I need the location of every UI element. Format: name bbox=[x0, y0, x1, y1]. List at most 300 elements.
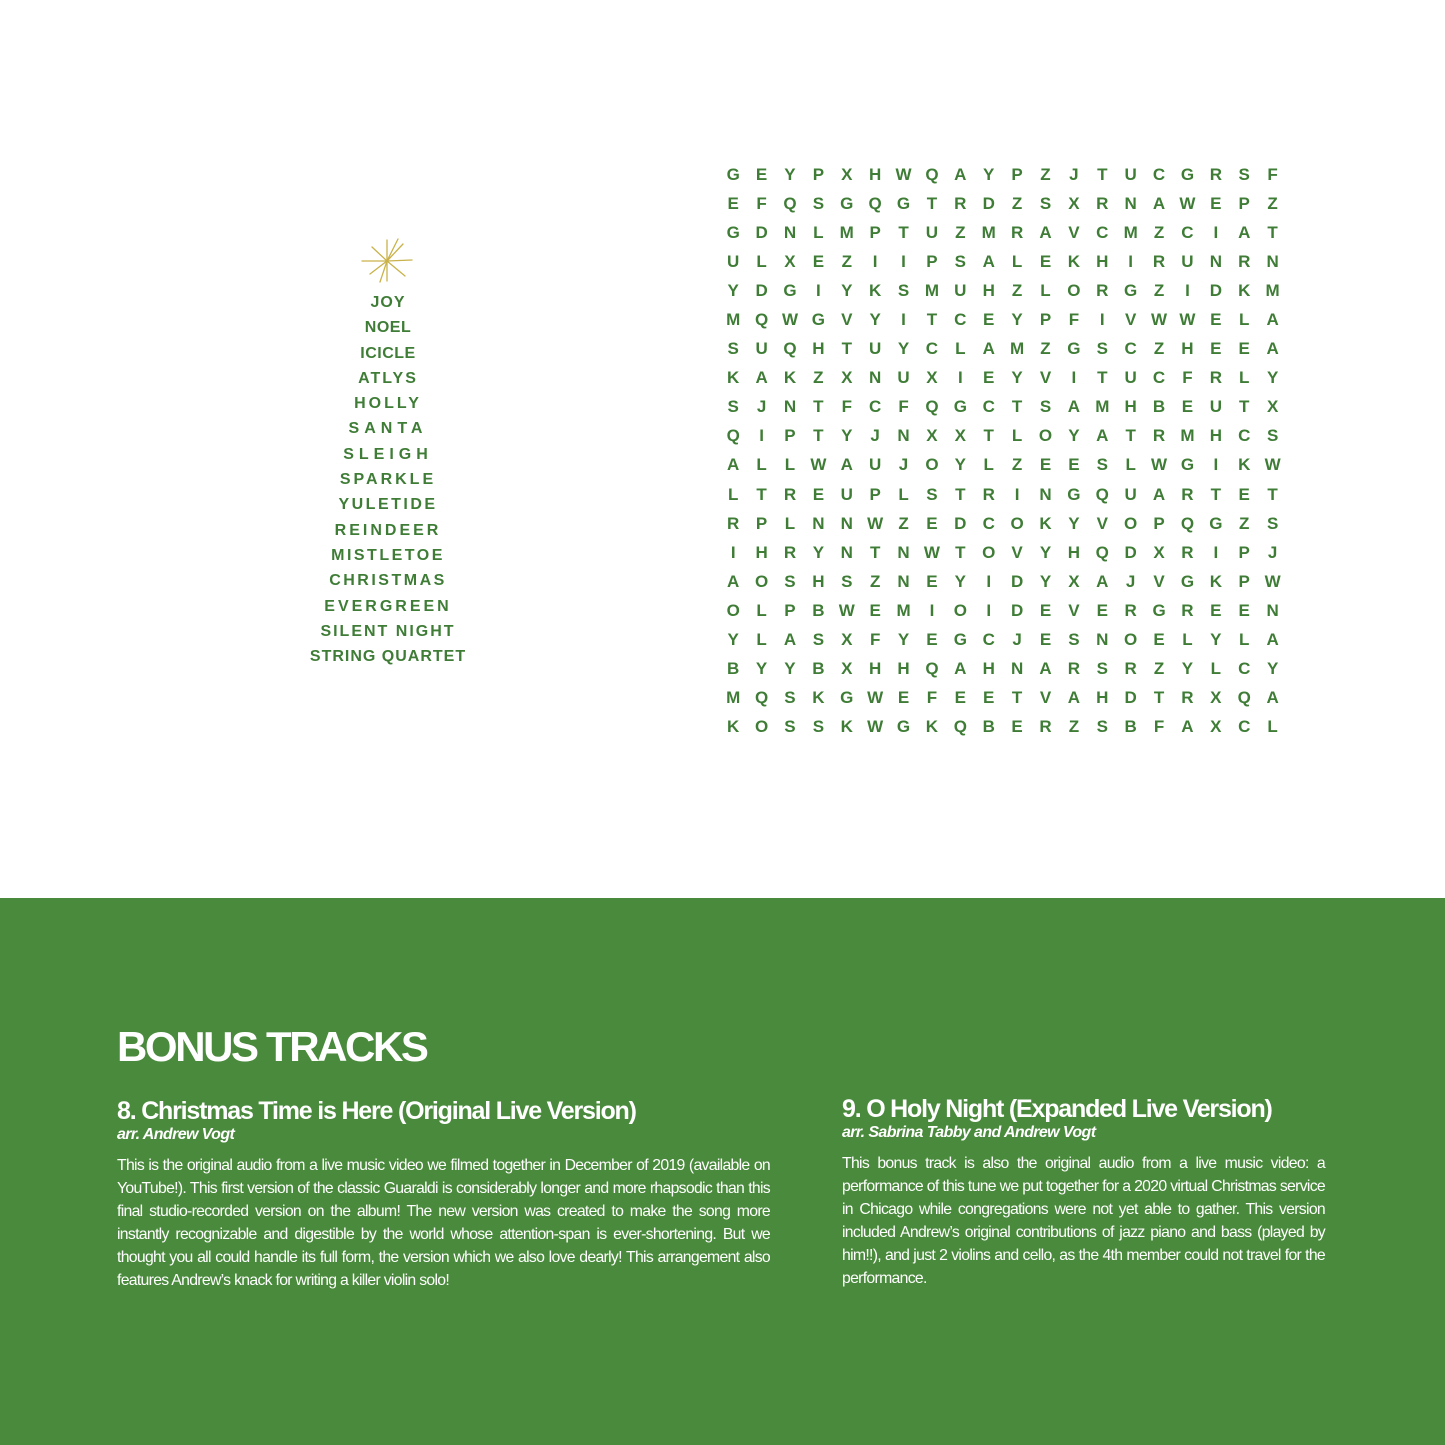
grid-letter: Z bbox=[1153, 222, 1165, 242]
grid-letter: U bbox=[840, 484, 853, 504]
grid-letter: W bbox=[1264, 571, 1281, 591]
grid-letter: I bbox=[1128, 251, 1134, 271]
grid-letter: S bbox=[784, 688, 796, 708]
grid-letter: N bbox=[1209, 251, 1222, 271]
grid-letter: M bbox=[981, 222, 996, 242]
grid-letter: G bbox=[840, 688, 854, 708]
letter-grid bbox=[719, 160, 1287, 742]
grid-letter: S bbox=[1096, 717, 1108, 737]
grid-letter: W bbox=[1151, 310, 1168, 330]
grid-letter: O bbox=[1010, 513, 1024, 533]
grid-letter: L bbox=[983, 455, 994, 475]
grid-letter: Y bbox=[1011, 368, 1023, 388]
grid-letter: K bbox=[727, 368, 740, 388]
grid-letter: I bbox=[1213, 455, 1219, 475]
grid-letter: J bbox=[898, 455, 909, 475]
grid-letter: C bbox=[982, 513, 995, 533]
grid-letter: M bbox=[839, 222, 854, 242]
grid-letter: H bbox=[1067, 542, 1081, 562]
grid-letter: X bbox=[784, 251, 796, 271]
grid-letter: S bbox=[1068, 630, 1080, 650]
grid-letter: J bbox=[756, 397, 767, 417]
grid-letter: Q bbox=[1095, 484, 1109, 504]
grid-letter: C bbox=[1096, 222, 1109, 242]
grid-letter: G bbox=[953, 630, 967, 650]
grid-letter: E bbox=[926, 571, 938, 591]
grid-letter: F bbox=[1182, 368, 1193, 388]
grid-letter: G bbox=[896, 717, 911, 737]
grid-letter: L bbox=[784, 455, 796, 475]
grid-letter: Z bbox=[1239, 513, 1250, 533]
grid-letter: R bbox=[1039, 717, 1052, 737]
word-item: NOEL bbox=[364, 319, 412, 337]
grid-letter: N bbox=[840, 513, 853, 533]
grid-letter: C bbox=[1152, 368, 1166, 388]
grid-letter: R bbox=[1096, 193, 1109, 213]
grid-letter: T bbox=[1153, 688, 1165, 708]
grid-letter: F bbox=[1153, 717, 1165, 737]
grid-letter: E bbox=[983, 310, 995, 330]
track-title: 8. Christmas Time is Here (Original Live Version) bbox=[117, 1097, 636, 1125]
grid-letter: S bbox=[812, 717, 825, 737]
grid-letter: D bbox=[1010, 571, 1024, 591]
grid-letter: A bbox=[1266, 310, 1279, 330]
word-item: YULETIDE bbox=[338, 496, 438, 514]
grid-letter: K bbox=[869, 280, 882, 300]
grid-letter: U bbox=[727, 251, 740, 271]
grid-letter: G bbox=[1180, 164, 1195, 184]
grid-letter: O bbox=[1124, 513, 1138, 533]
grid-letter: F bbox=[869, 630, 881, 650]
grid-letter: S bbox=[1039, 193, 1052, 213]
grid-letter: T bbox=[926, 310, 938, 330]
grid-letter: I bbox=[759, 426, 764, 446]
grid-letter: S bbox=[784, 717, 796, 737]
grid-letter: E bbox=[1210, 193, 1222, 213]
grid-letter: Y bbox=[841, 280, 853, 300]
grid-letter: S bbox=[784, 571, 796, 591]
grid-letter: J bbox=[1267, 542, 1278, 562]
grid-letter: M bbox=[726, 310, 741, 330]
grid-letter: C bbox=[1238, 717, 1251, 737]
track-arranger: arr. Andrew Vogt bbox=[117, 1126, 235, 1143]
grid-letter: I bbox=[1014, 484, 1020, 504]
word-item: HOLLY bbox=[354, 395, 422, 413]
grid-letter: A bbox=[755, 368, 768, 388]
grid-letter: D bbox=[755, 280, 768, 300]
grid-letter: L bbox=[1267, 717, 1278, 737]
grid-letter: I bbox=[730, 542, 736, 562]
grid-letter: E bbox=[1210, 600, 1222, 620]
star-icon bbox=[358, 238, 416, 284]
grid-letter: K bbox=[727, 717, 740, 737]
grid-letter: D bbox=[982, 193, 995, 213]
grid-letter: G bbox=[1180, 455, 1195, 475]
bonus-tracks-section bbox=[0, 898, 1445, 1445]
grid-letter: Z bbox=[1153, 659, 1165, 679]
grid-letter: G bbox=[1152, 600, 1166, 620]
track-description: This is the original audio from a live music video we filmed together in December of 2019 (available on YouTube!). This first version of the classic Guaraldi is considerably longer and more rhapsodic than this final studio-recorded version on the album! The new version was created to make the song more instantly recognizable and digestible by the world whose attention-span is ever-shortening. But we thought you all could handle its full form, the version which we also love dearly! This arrangement also features Andrew’s knack for writing a killer violin solo! bbox=[117, 1157, 770, 1289]
word-item: SLEIGH bbox=[343, 445, 433, 463]
grid-letter: Q bbox=[868, 193, 882, 213]
grid-letter: N bbox=[897, 426, 910, 446]
grid-letter: L bbox=[1239, 368, 1250, 388]
grid-letter: I bbox=[901, 310, 906, 330]
grid-letter: N bbox=[1266, 600, 1279, 620]
grid-letter: H bbox=[1124, 397, 1137, 417]
grid-letter: I bbox=[1071, 368, 1077, 388]
word-list bbox=[268, 290, 508, 669]
grid-letter: Q bbox=[783, 339, 797, 359]
grid-letter: L bbox=[756, 455, 767, 475]
grid-letter: C bbox=[982, 630, 995, 650]
grid-letter: T bbox=[1267, 222, 1278, 242]
grid-letter: K bbox=[925, 717, 939, 737]
grid-letter: L bbox=[898, 484, 909, 504]
grid-letter: X bbox=[1068, 193, 1080, 213]
grid-letter: T bbox=[955, 542, 966, 562]
grid-letter: Q bbox=[754, 688, 769, 708]
grid-letter: A bbox=[954, 164, 967, 184]
grid-letter: D bbox=[1124, 688, 1137, 708]
bonus-tracks-heading: BONUS TRACKS bbox=[117, 1023, 427, 1070]
grid-letter: T bbox=[756, 484, 767, 504]
track-arranger: arr. Sabrina Tabby and Andrew Vogt bbox=[842, 1124, 1096, 1141]
grid-letter: T bbox=[955, 484, 966, 504]
grid-letter: X bbox=[841, 659, 853, 679]
word-item: SANTA bbox=[348, 420, 428, 438]
track-9 bbox=[842, 1095, 1325, 1290]
grid-letter: Y bbox=[755, 659, 768, 679]
grid-letter: Z bbox=[869, 571, 881, 591]
grid-letter: J bbox=[1069, 164, 1079, 184]
grid-letter: Z bbox=[1011, 280, 1023, 300]
grid-letter: V bbox=[1096, 513, 1108, 533]
grid-letter: R bbox=[1181, 600, 1194, 620]
grid-letter: X bbox=[1153, 542, 1165, 562]
grid-letter: S bbox=[1238, 164, 1250, 184]
grid-letter: E bbox=[1011, 717, 1023, 737]
word-item: CHRISTMAS bbox=[329, 572, 447, 590]
grid-letter: E bbox=[1210, 339, 1222, 359]
grid-letter: E bbox=[869, 600, 881, 620]
grid-letter: Z bbox=[898, 513, 909, 533]
grid-letter: C bbox=[925, 339, 939, 359]
grid-letter: A bbox=[1096, 426, 1109, 446]
grid-letter: K bbox=[1238, 280, 1251, 300]
grid-letter: V bbox=[1068, 600, 1080, 620]
grid-letter: H bbox=[1096, 688, 1109, 708]
grid-letter: P bbox=[1238, 542, 1250, 562]
grid-letter: E bbox=[983, 688, 995, 708]
grid-letter: L bbox=[1239, 310, 1250, 330]
grid-letter: K bbox=[840, 717, 853, 737]
grid-letter: R bbox=[1181, 688, 1194, 708]
grid-letter: C bbox=[1238, 659, 1251, 679]
grid-letter: L bbox=[813, 222, 824, 242]
grid-letter: Z bbox=[813, 368, 824, 388]
grid-letter: K bbox=[1039, 513, 1052, 533]
grid-letter: B bbox=[982, 717, 995, 737]
grid-letter: M bbox=[726, 688, 741, 708]
grid-letter: U bbox=[1209, 397, 1222, 417]
grid-letter: A bbox=[1067, 688, 1081, 708]
grid-letter: G bbox=[783, 280, 797, 300]
grid-letter: A bbox=[982, 251, 995, 271]
grid-letter: W bbox=[781, 310, 798, 330]
grid-letter: R bbox=[1209, 368, 1222, 388]
grid-letter: Y bbox=[1210, 630, 1222, 650]
grid-letter: E bbox=[727, 193, 739, 213]
grid-letter: Y bbox=[897, 630, 910, 650]
grid-letter: Y bbox=[1039, 542, 1052, 562]
grid-letter: U bbox=[1124, 368, 1137, 388]
grid-letter: P bbox=[812, 164, 825, 184]
grid-letter: U bbox=[1124, 164, 1137, 184]
grid-letter: Z bbox=[1153, 280, 1165, 300]
grid-letter: Y bbox=[1011, 310, 1023, 330]
grid-letter: I bbox=[986, 571, 992, 591]
grid-letter: P bbox=[1238, 571, 1250, 591]
grid-letter: H bbox=[755, 542, 768, 562]
grid-letter: U bbox=[1181, 251, 1194, 271]
grid-letter: N bbox=[1124, 193, 1137, 213]
grid-letter: H bbox=[1181, 339, 1194, 359]
grid-letter: X bbox=[1068, 571, 1080, 591]
grid-letter: N bbox=[1266, 251, 1279, 271]
grid-letter: A bbox=[1152, 484, 1166, 504]
grid-letter: L bbox=[756, 630, 767, 650]
grid-letter: Y bbox=[954, 455, 966, 475]
grid-letter: T bbox=[898, 222, 909, 242]
grid-letter: H bbox=[812, 339, 825, 359]
grid-letter: H bbox=[1096, 251, 1109, 271]
grid-letter: V bbox=[1068, 222, 1080, 242]
grid-letter: L bbox=[1210, 659, 1222, 679]
grid-letter: E bbox=[926, 630, 938, 650]
grid-letter: Y bbox=[727, 280, 739, 300]
grid-letter: E bbox=[1096, 600, 1108, 620]
grid-letter: A bbox=[727, 455, 740, 475]
grid-letter: T bbox=[841, 339, 852, 359]
grid-letter: R bbox=[982, 484, 995, 504]
grid-letter: Z bbox=[1011, 455, 1023, 475]
grid-letter: H bbox=[897, 659, 910, 679]
grid-letter: L bbox=[728, 484, 739, 504]
grid-letter: H bbox=[982, 280, 995, 300]
grid-letter: E bbox=[1210, 310, 1222, 330]
grid-letter: N bbox=[897, 542, 910, 562]
grid-letter: T bbox=[1267, 484, 1278, 504]
grid-letter: Q bbox=[1180, 513, 1195, 533]
grid-letter: L bbox=[756, 251, 767, 271]
grid-letter: N bbox=[1096, 630, 1109, 650]
track-8 bbox=[117, 1097, 770, 1292]
grid-letter: R bbox=[1209, 164, 1222, 184]
grid-letter: R bbox=[1096, 280, 1109, 300]
grid-letter: U bbox=[925, 222, 939, 242]
grid-letter: Z bbox=[1040, 164, 1051, 184]
grid-letter: X bbox=[926, 426, 938, 446]
grid-letter: G bbox=[896, 193, 911, 213]
grid-letter: D bbox=[1209, 280, 1222, 300]
word-item: REINDEER bbox=[334, 521, 442, 539]
grid-letter: E bbox=[1238, 339, 1250, 359]
grid-letter: O bbox=[726, 600, 740, 620]
grid-letter: V bbox=[1153, 571, 1165, 591]
grid-letter: T bbox=[813, 397, 824, 417]
grid-letter: Y bbox=[1068, 426, 1080, 446]
grid-letter: A bbox=[1181, 717, 1194, 737]
grid-letter: W bbox=[867, 513, 884, 533]
grid-letter: D bbox=[1124, 542, 1137, 562]
grid-letter: I bbox=[901, 251, 906, 271]
grid-letter: R bbox=[1124, 659, 1137, 679]
grid-letter: R bbox=[1124, 600, 1137, 620]
grid-letter: I bbox=[957, 368, 963, 388]
grid-letter: V bbox=[1011, 542, 1023, 562]
grid-letter: I bbox=[1185, 280, 1190, 300]
grid-letter: T bbox=[813, 426, 824, 446]
word-item: SPARKLE bbox=[339, 471, 437, 489]
grid-letter: R bbox=[783, 542, 797, 562]
grid-letter: Z bbox=[1267, 193, 1278, 213]
grid-letter: N bbox=[869, 368, 882, 388]
grid-letter: W bbox=[1179, 193, 1196, 213]
grid-letter: I bbox=[1213, 542, 1219, 562]
grid-letter: T bbox=[1125, 426, 1136, 446]
grid-letter: I bbox=[816, 280, 821, 300]
grid-letter: X bbox=[1266, 397, 1279, 417]
grid-letter: Y bbox=[1068, 513, 1080, 533]
grid-letter: C bbox=[869, 397, 882, 417]
grid-letter: Y bbox=[841, 426, 853, 446]
grid-letter: Z bbox=[841, 251, 852, 271]
grid-letter: G bbox=[1124, 280, 1138, 300]
grid-letter: R bbox=[1152, 251, 1166, 271]
grid-letter: G bbox=[1209, 513, 1223, 533]
grid-letter: W bbox=[1264, 455, 1281, 475]
grid-letter: F bbox=[1068, 310, 1080, 330]
word-item: EVERGREEN bbox=[324, 597, 452, 615]
grid-letter: E bbox=[1039, 455, 1052, 475]
grid-letter: T bbox=[1011, 397, 1023, 417]
grid-letter: R bbox=[727, 513, 740, 533]
grid-letter: U bbox=[954, 280, 967, 300]
grid-letter: P bbox=[1238, 193, 1250, 213]
grid-letter: Y bbox=[869, 310, 881, 330]
grid-letter: E bbox=[983, 368, 995, 388]
grid-letter: L bbox=[784, 513, 796, 533]
grid-letter: M bbox=[1123, 222, 1138, 242]
grid-letter: X bbox=[1210, 717, 1222, 737]
grid-letter: N bbox=[897, 571, 910, 591]
grid-letter: V bbox=[841, 310, 853, 330]
grid-letter: R bbox=[954, 193, 967, 213]
word-item: STRING QUARTET bbox=[309, 648, 467, 666]
grid-letter: S bbox=[897, 280, 910, 300]
grid-letter: T bbox=[983, 426, 994, 446]
grid-letter: P bbox=[869, 484, 881, 504]
grid-letter: Y bbox=[954, 571, 966, 591]
grid-letter: P bbox=[1011, 164, 1023, 184]
grid-letter: A bbox=[1067, 397, 1081, 417]
grid-letter: A bbox=[982, 339, 995, 359]
grid-letter: E bbox=[1039, 251, 1052, 271]
grid-letter: Q bbox=[925, 659, 939, 679]
grid-letter: W bbox=[923, 542, 940, 562]
grid-letter: S bbox=[1096, 659, 1108, 679]
grid-letter: C bbox=[1152, 164, 1166, 184]
grid-letter: E bbox=[1181, 397, 1194, 417]
grid-letter: B bbox=[727, 659, 740, 679]
grid-letter: N bbox=[1039, 484, 1052, 504]
grid-letter: C bbox=[1238, 426, 1251, 446]
grid-letter: B bbox=[812, 600, 825, 620]
grid-letter: T bbox=[1097, 368, 1108, 388]
grid-letter: K bbox=[812, 688, 825, 708]
grid-letter: R bbox=[1181, 484, 1194, 504]
grid-letter: N bbox=[840, 542, 853, 562]
grid-letter: I bbox=[986, 600, 992, 620]
grid-letter: E bbox=[812, 484, 825, 504]
grid-letter: S bbox=[954, 251, 966, 271]
grid-letter: I bbox=[929, 600, 935, 620]
grid-letter: V bbox=[1039, 368, 1052, 388]
word-item: JOY bbox=[370, 294, 406, 311]
grid-letter: L bbox=[955, 339, 966, 359]
grid-letter: T bbox=[1011, 688, 1023, 708]
grid-letter: H bbox=[1209, 426, 1222, 446]
grid-letter: A bbox=[840, 455, 853, 475]
grid-letter: W bbox=[895, 164, 912, 184]
grid-letter: X bbox=[841, 164, 853, 184]
grid-letter: A bbox=[1238, 222, 1251, 242]
grid-letter: M bbox=[896, 600, 911, 620]
grid-letter: X bbox=[926, 368, 938, 388]
grid-letter: N bbox=[1010, 659, 1024, 679]
grid-letter: Q bbox=[1237, 688, 1251, 708]
grid-letter: B bbox=[812, 659, 825, 679]
grid-letter: Y bbox=[983, 164, 995, 184]
grid-letter: I bbox=[1099, 310, 1105, 330]
grid-letter: J bbox=[1012, 630, 1022, 650]
grid-letter: N bbox=[812, 513, 825, 533]
grid-letter: E bbox=[1039, 600, 1052, 620]
grid-letter: T bbox=[926, 193, 938, 213]
grid-letter: I bbox=[1213, 222, 1219, 242]
word-item: SILENT NIGHT bbox=[320, 622, 456, 640]
grid-letter: M bbox=[1180, 426, 1195, 446]
grid-letter: K bbox=[1238, 455, 1251, 475]
grid-letter: X bbox=[1210, 688, 1222, 708]
grid-letter: Q bbox=[925, 164, 939, 184]
grid-letter: Y bbox=[1266, 659, 1279, 679]
grid-letter: L bbox=[756, 600, 767, 620]
grid-letter: A bbox=[1152, 193, 1166, 213]
grid-letter: A bbox=[783, 630, 797, 650]
grid-letter: L bbox=[1011, 426, 1023, 446]
grid-letter: C bbox=[954, 310, 967, 330]
grid-letter: F bbox=[841, 397, 852, 417]
track-title: 9. O Holy Night (Expanded Live Version) bbox=[842, 1095, 1272, 1123]
grid-letter: U bbox=[869, 339, 882, 359]
grid-letter: A bbox=[1266, 630, 1279, 650]
grid-letter: A bbox=[1266, 339, 1279, 359]
grid-letter: M bbox=[1265, 280, 1280, 300]
grid-letter: R bbox=[1238, 251, 1251, 271]
grid-letter: R bbox=[1010, 222, 1024, 242]
